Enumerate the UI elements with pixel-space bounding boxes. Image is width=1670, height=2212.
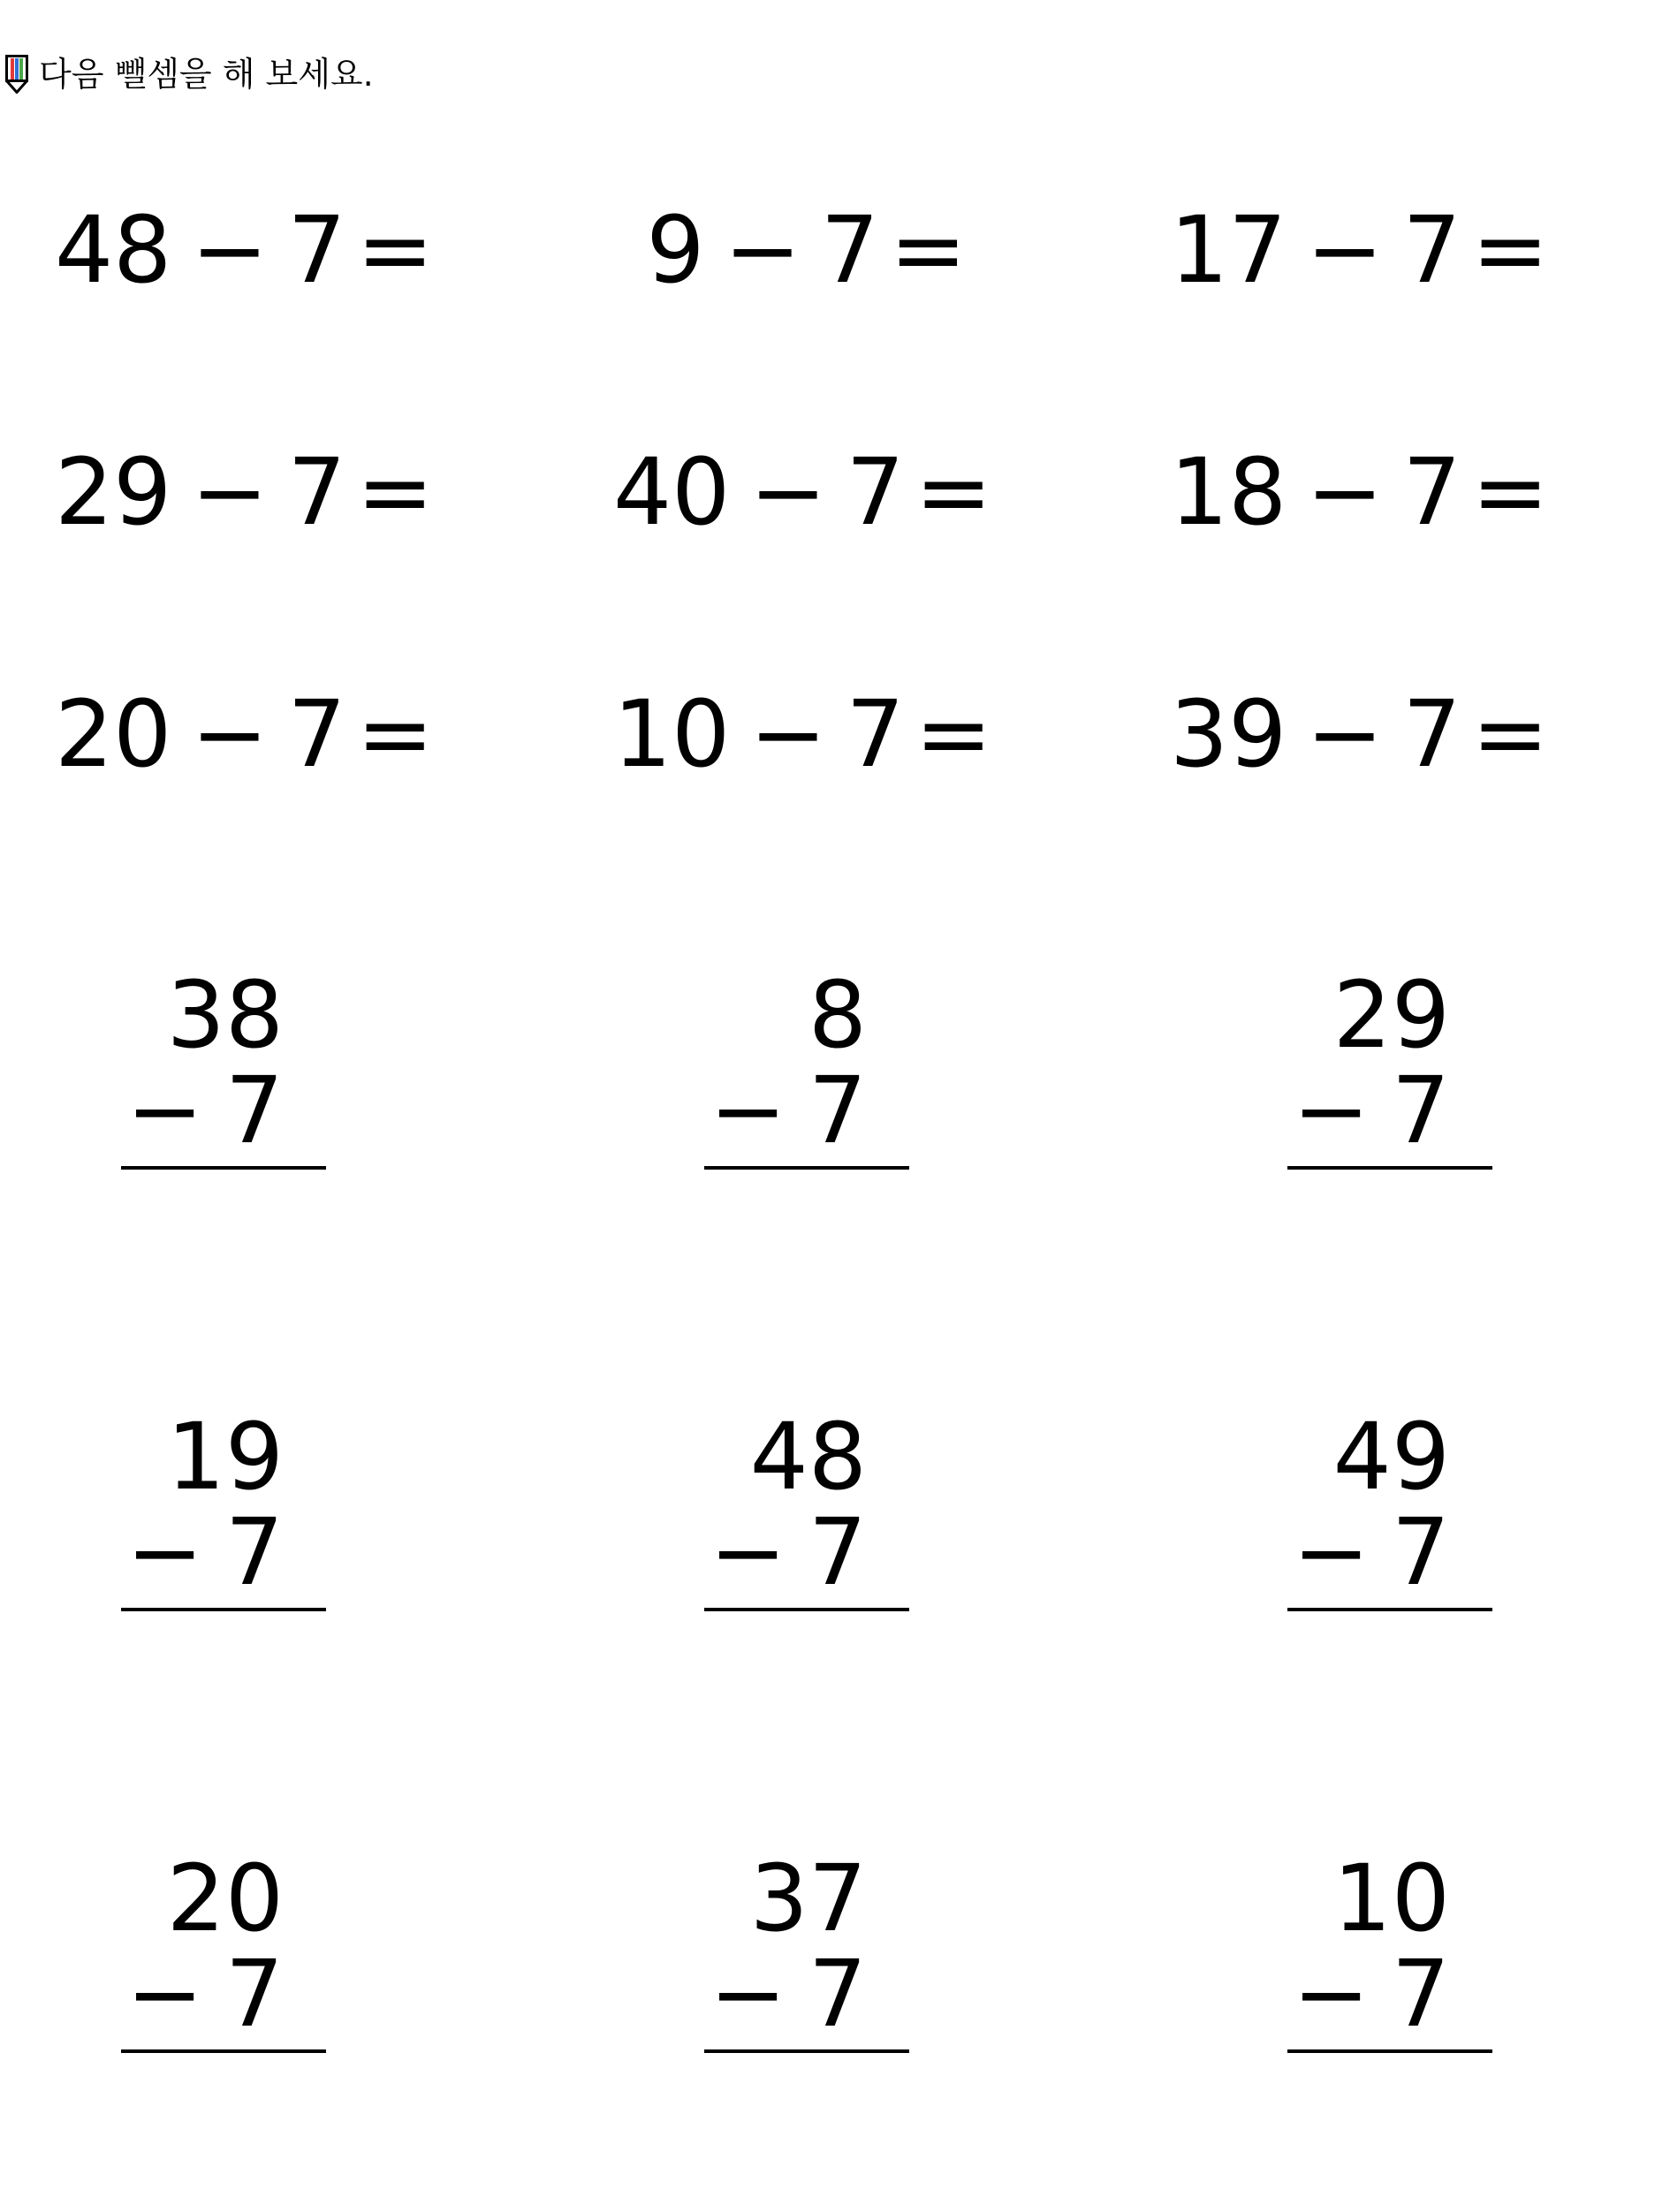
horizontal-problem [1170, 435, 1549, 549]
minuend: 17 [1170, 196, 1287, 304]
minus-sign: − [191, 438, 269, 546]
equals-sign: = [356, 196, 434, 304]
equals-sign: = [356, 680, 434, 788]
equals-sign: = [915, 438, 992, 546]
answer-line [704, 1166, 909, 1170]
vertical-problem [704, 1845, 909, 2062]
answer-line [1287, 1608, 1492, 1611]
subtrahend: 7 [808, 1940, 867, 2048]
subtrahend: 7 [808, 1057, 867, 1164]
subtrahend: 7 [1391, 1940, 1450, 2048]
horizontal-problem [55, 193, 434, 307]
pencil-icon [5, 55, 28, 94]
minuend: 19 [166, 1403, 284, 1511]
minuend: 48 [55, 196, 172, 304]
subtrahend: 7 [846, 680, 905, 788]
instruction-text: 다음 뺄셈을 해 보세요. [39, 55, 374, 94]
minus-sign: − [1306, 196, 1384, 304]
minuend: 10 [1332, 1845, 1450, 1952]
instruction [5, 49, 374, 99]
minus-sign: − [710, 1940, 787, 2048]
horizontal-row-2 [0, 435, 1670, 549]
subtrahend: 7 [224, 1940, 284, 2048]
horizontal-problem [55, 435, 434, 549]
subtrahend: 7 [1391, 1498, 1450, 1606]
minus-sign: − [126, 1940, 204, 2048]
horizontal-problem [613, 677, 992, 792]
horizontal-problem [1170, 193, 1549, 307]
answer-line [704, 1608, 909, 1611]
equals-sign: = [1471, 680, 1549, 788]
subtrahend: 7 [224, 1498, 284, 1606]
subtrahend: 7 [846, 438, 905, 546]
minus-sign: − [749, 680, 827, 788]
minus-sign: − [1306, 438, 1384, 546]
minuend: 10 [613, 680, 731, 788]
horizontal-problem [613, 193, 967, 307]
minuend: 18 [1170, 438, 1287, 546]
vertical-problem [1287, 1845, 1492, 2062]
subtrahend: 7 [820, 196, 879, 304]
answer-line [704, 2049, 909, 2053]
subtrahend: 7 [287, 196, 346, 304]
minus-sign: − [1293, 1498, 1370, 1606]
minuend: 20 [55, 680, 172, 788]
minus-sign: − [126, 1498, 204, 1606]
minuend: 9 [646, 196, 705, 304]
horizontal-problem [613, 435, 992, 549]
minus-sign: − [710, 1498, 787, 1606]
vertical-problem [704, 961, 909, 1178]
equals-sign: = [889, 196, 967, 304]
vertical-problem [121, 1845, 326, 2062]
subtrahend: 7 [287, 438, 346, 546]
minus-sign: − [710, 1057, 787, 1164]
minus-sign: − [191, 196, 269, 304]
minus-sign: − [1293, 1940, 1370, 2048]
horizontal-problem [55, 677, 434, 792]
minuend: 48 [749, 1403, 867, 1511]
equals-sign: = [356, 438, 434, 546]
answer-line [1287, 1166, 1492, 1170]
minuend: 29 [55, 438, 172, 546]
vertical-problem [121, 1403, 326, 1620]
answer-line [121, 1166, 326, 1170]
subtrahend: 7 [1402, 680, 1461, 788]
subtrahend: 7 [1391, 1057, 1450, 1164]
minuend: 39 [1170, 680, 1287, 788]
horizontal-problem [1170, 677, 1549, 792]
subtrahend: 7 [1402, 438, 1461, 546]
horizontal-row-1 [0, 193, 1670, 307]
minus-sign: − [724, 196, 801, 304]
minus-sign: − [1306, 680, 1384, 788]
minus-sign: − [1293, 1057, 1370, 1164]
minuend: 38 [166, 961, 284, 1069]
subtrahend: 7 [287, 680, 346, 788]
minuend: 8 [808, 961, 867, 1069]
answer-line [1287, 2049, 1492, 2053]
equals-sign: = [1471, 438, 1549, 546]
answer-line [121, 1608, 326, 1611]
minuend: 49 [1332, 1403, 1450, 1511]
horizontal-row-3 [0, 677, 1670, 792]
vertical-problem [1287, 1403, 1492, 1620]
minuend: 29 [1332, 961, 1450, 1069]
minus-sign: − [191, 680, 269, 788]
vertical-problem [704, 1403, 909, 1620]
equals-sign: = [915, 680, 992, 788]
vertical-problem [121, 961, 326, 1178]
subtrahend: 7 [1402, 196, 1461, 304]
minuend: 20 [166, 1845, 284, 1952]
equals-sign: = [1471, 196, 1549, 304]
subtrahend: 7 [808, 1498, 867, 1606]
minus-sign: − [749, 438, 827, 546]
minuend: 40 [613, 438, 731, 546]
answer-line [121, 2049, 326, 2053]
minus-sign: − [126, 1057, 204, 1164]
subtrahend: 7 [224, 1057, 284, 1164]
vertical-problem [1287, 961, 1492, 1178]
minuend: 37 [749, 1845, 867, 1952]
